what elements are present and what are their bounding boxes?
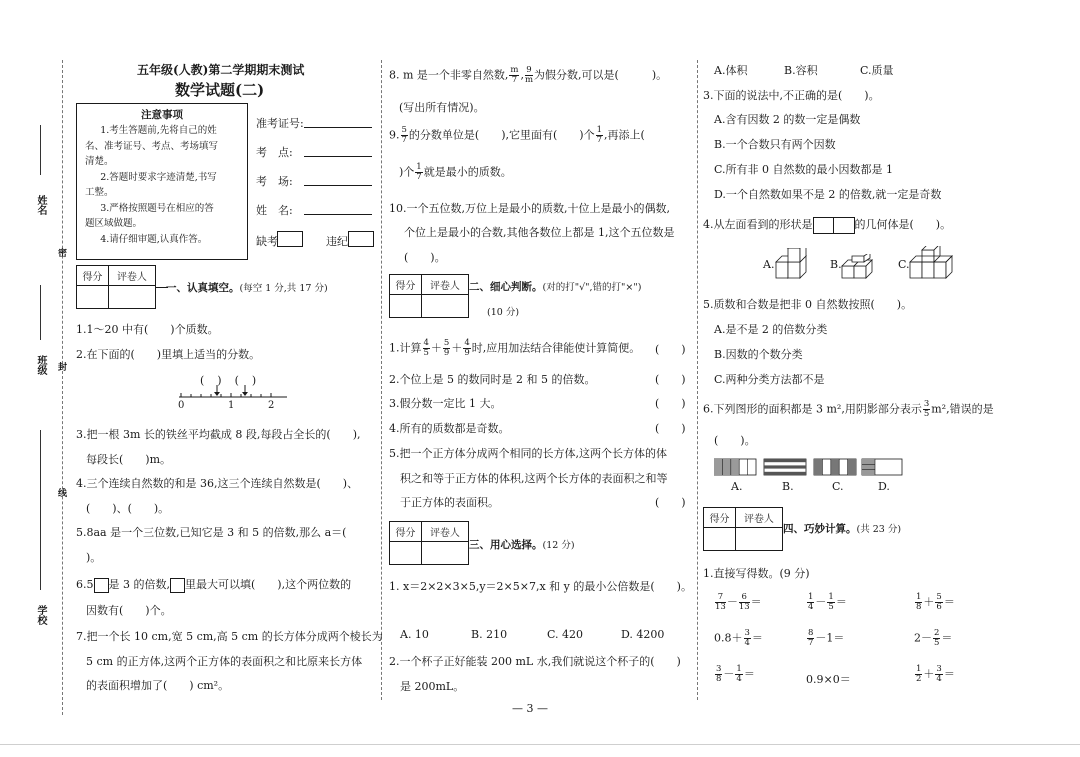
- seal-feng: 封: [56, 362, 66, 371]
- notice-line: 1.考生答题前,先将自己的姓: [100, 125, 217, 136]
- q4-text: 4.三个连续自然数的和是 36,这三个连续自然数是( )、: [76, 477, 359, 490]
- c5-text: 5.质数和合数是把非 0 自然数按照( )。: [703, 298, 913, 311]
- c2-option-c[interactable]: C.质量: [860, 64, 894, 77]
- j2-answer-paren[interactable]: ( ): [655, 373, 686, 386]
- q9-text-cont-post: 就是最小的质数。: [423, 165, 512, 179]
- section-4-title: 四、巧妙计算。: [783, 523, 857, 535]
- c5-option-b[interactable]: B.因数的个数分类: [714, 348, 803, 361]
- notice-line: 题区域做题。: [85, 218, 143, 229]
- school-label: 学校: [35, 605, 46, 625]
- j1-fraction-2: $\frac{5}{9}$: [443, 338, 450, 358]
- notice-line: 3.严格按照题号在相应的答: [100, 202, 214, 214]
- grader-header: 评卷人: [421, 275, 468, 295]
- c5-option-a[interactable]: A.是不是 2 的倍数分类: [714, 323, 828, 336]
- j3-answer-paren[interactable]: ( ): [655, 397, 686, 410]
- j4-text: 4.所有的质数都是奇数。: [389, 422, 510, 435]
- notice-line: 工整。: [85, 187, 114, 198]
- class-label: 班级: [35, 355, 46, 375]
- calc-item-6: 2－ $\frac{2}{5}$ ＝: [914, 628, 953, 648]
- section-2-points: (10 分): [487, 307, 520, 318]
- j1-answer-paren[interactable]: ( ): [655, 343, 686, 356]
- q7-text-cont-2: 的表面积增加了( ) cm²。: [86, 679, 230, 692]
- j1-fraction-1: $\frac{4}{5}$: [423, 338, 429, 358]
- c2-option-a[interactable]: A.体积: [714, 64, 748, 77]
- q6-text-pre: 6.5: [76, 578, 94, 591]
- score-header: 得分: [390, 275, 422, 295]
- c1-option-b[interactable]: B. 210: [471, 628, 508, 641]
- c1-option-a[interactable]: A. 10: [400, 628, 429, 641]
- j3-text: 3.假分数一定比 1 大。: [389, 397, 502, 410]
- c1-text: 1. x＝2×2×3×5,y＝2×5×7,x 和 y 的最小公倍数是( )。: [389, 580, 692, 593]
- score-cell[interactable]: [704, 528, 736, 551]
- q9-fraction-3: $\frac{1}{7}$: [416, 162, 422, 182]
- q7-text: 7.把一个长 10 cm,宽 5 cm,高 5 cm 的长方体分成两个棱长为: [76, 630, 383, 643]
- c2-text: 2.一个杯子正好能装 200 mL 水,我们就说这个杯子的( ): [389, 655, 681, 668]
- number-line-tick-0: 0: [178, 400, 185, 411]
- c6-figure-b: [764, 459, 806, 475]
- j5-text-cont-2: 于正方体的表面积。: [400, 496, 499, 509]
- notice-line: 2.答题时要求字迹清楚,书写: [100, 171, 217, 183]
- q6-digit-box-2[interactable]: [170, 578, 185, 593]
- student-name-label: 姓 名:: [256, 204, 293, 217]
- section-2-note: (对的打"√",错的打"×"): [542, 282, 642, 293]
- q5-text: 5.8aa 是一个三位数,已知它是 3 和 5 的倍数,那么 a＝(: [76, 526, 347, 539]
- q8-fraction-1: $\frac{m}{7}$: [510, 65, 519, 85]
- c3-text: 3.下面的说法中,不正确的是( )。: [703, 89, 880, 102]
- q3-text: 3.把一根 3m 长的铁丝平均截成 8 段,每段占全长的( ),: [76, 428, 361, 441]
- q9-text-pre: 9.: [389, 128, 400, 142]
- q1-text: 1.1～20 中有( )个质数。: [76, 323, 219, 336]
- name-label: 姓名: [35, 195, 46, 215]
- c2-text-cont: 是 200mL。: [400, 680, 465, 693]
- c6-option-c[interactable]: C.: [832, 480, 844, 493]
- q8-fraction-2: $\frac{9}{m}$: [524, 65, 534, 85]
- section-3-title: 三、用心选择。: [469, 539, 543, 551]
- candidate-id-label: 准考证号:: [256, 117, 304, 130]
- c3-option-c[interactable]: C.所有非 0 自然数的最小因数都是 1: [714, 163, 894, 176]
- j5-text: 5.把一个正方体分成两个相同的长方体,这两个长方体的体: [389, 447, 667, 460]
- violation-label: 违纪: [326, 235, 348, 248]
- seal-mi: 密: [56, 248, 66, 257]
- number-line-blanks: ( ) ( ): [200, 374, 258, 387]
- j2-text: 2.个位上是 5 的数同时是 2 和 5 的倍数。: [389, 373, 596, 386]
- calc-item-1: $\frac{7}{13}$ － $\frac{6}{13}$ ＝: [715, 592, 762, 612]
- c4-option-c[interactable]: C.: [898, 258, 910, 271]
- section-4-note: (共 23 分): [856, 524, 902, 535]
- c3-option-d[interactable]: D.一个自然数如果不是 2 的倍数,就一定是奇数: [714, 188, 942, 201]
- c4-cube-figure-c: [908, 246, 954, 282]
- class-writing-line: [40, 285, 42, 340]
- c4-option-a[interactable]: A.: [763, 258, 775, 271]
- q6-text-mid: 是 3 的倍数,: [108, 578, 170, 591]
- j5-text-cont: 积之和等于正方体的体积,这两个长方体的表面积之和等: [400, 472, 668, 485]
- page-number: — 3 —: [512, 702, 548, 715]
- grader-cell[interactable]: [421, 295, 468, 318]
- number-line-tick-2: 2: [268, 400, 275, 411]
- grader-header: 评卷人: [421, 522, 468, 542]
- number-line-tick-1: 1: [228, 400, 235, 411]
- c5-option-c[interactable]: C.两种分类方法都不是: [714, 373, 825, 386]
- c6-text-cont: ( )。: [714, 434, 756, 447]
- grader-cell[interactable]: [421, 542, 468, 565]
- c6-fraction: $\frac{3}{5}$: [923, 399, 930, 419]
- section-2-title: 二、细心判断。: [469, 281, 543, 293]
- grader-cell[interactable]: [735, 528, 782, 551]
- c3-option-a[interactable]: A.含有因数 2 的数一定是偶数: [714, 113, 861, 126]
- score-cell[interactable]: [390, 542, 422, 565]
- calc-item-3: $\frac{1}{8}$ ＋ $\frac{5}{6}$ ＝: [916, 592, 955, 612]
- score-header: 得分: [77, 266, 109, 286]
- q9-fraction-2: $\frac{1}{7}$: [596, 125, 603, 145]
- c2-option-b[interactable]: B.容积: [784, 64, 818, 77]
- section-3-note: (12 分): [542, 540, 575, 551]
- q7-text-cont: 5 cm 的正方体,这两个正方体的表面积之和比原来长方体: [86, 655, 363, 668]
- q10-text-cont: 个位上是最小的合数,其他各数位上都是 1,这个五位数是: [404, 226, 675, 239]
- column-divider-1: [381, 60, 382, 700]
- q10-text: 10.一个五位数,万位上是最小的质数,十位上是最小的偶数,: [389, 202, 670, 215]
- notice-line: 4.请仔细审题,认真作答。: [100, 233, 208, 245]
- j4-answer-paren[interactable]: ( ): [655, 422, 686, 435]
- c4-cube-figure-b: [840, 254, 880, 282]
- c6-option-d[interactable]: D.: [878, 480, 890, 493]
- binding-line: [62, 60, 63, 715]
- q9-text-post: ,再添上(: [604, 128, 645, 142]
- violation-checkbox[interactable]: [348, 231, 374, 247]
- calc-title: 1.直接写得数。(9 分): [703, 567, 810, 580]
- c4-option-b[interactable]: B.: [830, 258, 842, 271]
- notice-box: [76, 103, 248, 260]
- score-table-1: [76, 265, 156, 309]
- exam-title: 五年级(人教)第二学期期末测试: [137, 63, 305, 77]
- q6-text-post: 里最大可以填( ),这个两位数的: [185, 578, 352, 591]
- calc-item-9: $\frac{1}{2}$ ＋ $\frac{3}{4}$ ＝: [916, 664, 955, 684]
- grader-cell[interactable]: [108, 286, 155, 309]
- bottom-edge: [0, 744, 1080, 745]
- c6-figures: [714, 457, 904, 477]
- q2-text: 2.在下面的( )里填上适当的分数。: [76, 348, 261, 361]
- notice-line: 清楚。: [85, 156, 114, 167]
- c4-cube-figure-a: [774, 248, 814, 282]
- c1-option-c[interactable]: C. 420: [547, 628, 584, 641]
- grader-header: 评卷人: [108, 266, 155, 286]
- score-cell[interactable]: [77, 286, 109, 309]
- school-writing-line: [40, 430, 42, 590]
- q3-text-cont: 每段长( )m。: [86, 453, 172, 466]
- calc-item-8: 0.9×0＝: [806, 673, 851, 686]
- student-name-field[interactable]: [304, 214, 372, 215]
- exam-site-field[interactable]: [304, 156, 372, 157]
- q10-text-cont-2: ( )。: [404, 251, 446, 264]
- score-table-3: [389, 521, 469, 565]
- calc-item-7: $\frac{3}{8}$ － $\frac{1}{4}$ ＝: [716, 664, 755, 684]
- score-table-4: [703, 507, 783, 551]
- score-cell[interactable]: [390, 295, 422, 318]
- c1-option-d[interactable]: D. 4200: [621, 628, 665, 641]
- q6-text-cont: 因数有( )个。: [86, 604, 172, 617]
- c4-shape-preview: [813, 217, 855, 234]
- column-divider-2: [697, 60, 698, 700]
- c3-option-b[interactable]: B.一个合数只有两个因数: [714, 138, 836, 151]
- calc-item-5: $\frac{8}{7}$ －1＝: [808, 628, 845, 648]
- exam-site-label: 考 点:: [256, 146, 293, 159]
- q9-fraction-1: $\frac{5}{7}$: [401, 125, 407, 145]
- q8-text-cont: (写出所有情况)。: [399, 101, 485, 114]
- score-header: 得分: [390, 522, 422, 542]
- grader-header: 评卷人: [735, 508, 782, 528]
- score-table-2: [389, 274, 469, 318]
- calc-item-2: $\frac{1}{4}$ － $\frac{1}{5}$ ＝: [808, 592, 847, 612]
- exam-room-label: 考 场:: [256, 175, 293, 188]
- name-writing-line: [40, 125, 42, 175]
- c4-text-post: 的几何体是( )。: [854, 218, 952, 231]
- c6-option-a[interactable]: A.: [731, 480, 743, 493]
- notice-line: 名、准考证号、考点、考场填写: [85, 140, 219, 152]
- j5-answer-paren[interactable]: ( ): [655, 496, 686, 509]
- c6-figure-a: [714, 459, 756, 475]
- q9-text-mid: 的分数单位是( ),它里面有( )个: [408, 128, 595, 142]
- seal-xian: 线: [56, 488, 66, 497]
- exam-room-field[interactable]: [304, 185, 372, 186]
- q6-digit-box[interactable]: [94, 578, 109, 593]
- j1-fraction-3: $\frac{4}{9}$: [464, 338, 470, 358]
- section-1-title: 一、认真填空。: [166, 282, 240, 294]
- subject-title: 数学试题(二): [175, 81, 265, 99]
- score-header: 得分: [704, 508, 736, 528]
- absent-checkbox[interactable]: [277, 231, 303, 247]
- c6-text-pre: 6.下列图形的面积都是 3 m²,用阴影部分表示: [703, 402, 922, 416]
- q5-text-cont: )。: [86, 551, 102, 564]
- q4-text-cont: ( )、( )。: [86, 502, 170, 515]
- j1-text-pre: 1.计算: [389, 341, 422, 355]
- c6-figure-d: [862, 459, 902, 475]
- c6-figure-c: [814, 459, 856, 475]
- section-1-note: (每空 1 分,共 17 分): [239, 283, 328, 294]
- c4-text-pre: 4.从左面看到的形状是: [703, 218, 813, 231]
- notice-title: 注意事项: [141, 109, 183, 121]
- q8-text-pre: 8. m 是一个非零自然数,: [389, 68, 509, 82]
- calc-item-4: 0.8＋ $\frac{3}{4}$ ＝: [714, 628, 763, 648]
- j1-text-post: 时,应用加法结合律能使计算简便。: [471, 341, 641, 355]
- absent-label: 缺考: [256, 235, 278, 248]
- q8-text-post: 为假分数,可以是( )。: [534, 68, 668, 82]
- candidate-id-field[interactable]: [304, 127, 372, 128]
- q9-text-cont-pre: )个: [399, 165, 415, 179]
- c6-text-post: m²,错误的是: [931, 402, 994, 416]
- c6-option-b[interactable]: B.: [782, 480, 794, 493]
